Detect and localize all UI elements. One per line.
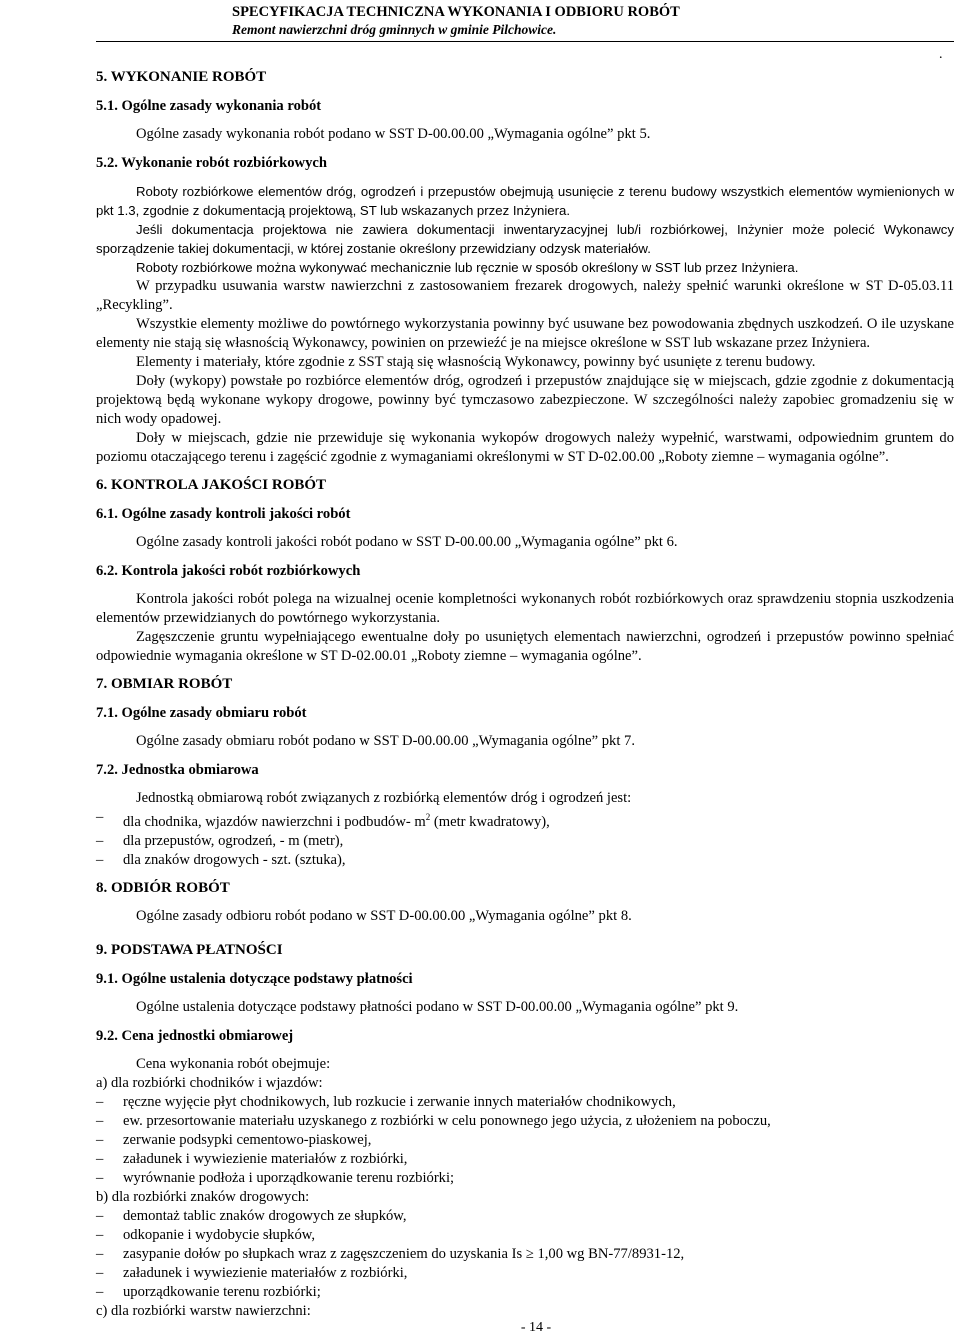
paragraph: Ogólne zasady odbioru robót podano w SST D-00.00.00 „Wymagania ogólne” pkt 8.: [136, 907, 632, 924]
section-7-1-heading: 7.1. Ogólne zasady obmiaru robót: [96, 705, 307, 721]
list-item-text: (metr kwadratowy),: [430, 813, 550, 830]
section-9-1-heading: 9.1. Ogólne ustalenia dotyczące podstawy płatności: [96, 970, 413, 987]
section-5-heading: 5. WYKONANIE ROBÓT: [96, 69, 267, 85]
header-dot: .: [939, 47, 943, 62]
paragraph: Doły w miejscach, gdzie nie przewiduje się wykonania wykopów drogowych należy wypełnić, warstwami, odpowiednim gruntem do poziomu otaczającego terenu i zagęścić zgodnie z wymaganiami określonymi w ST D-02.00.00 „Roboty ziemne – wymagania ogólne”.: [96, 430, 954, 465]
list-item: [96, 808, 954, 832]
document-body: [96, 62, 954, 1321]
section-6-2-heading: 6.2. Kontrola jakości robót rozbiórkowych: [96, 563, 361, 579]
list-item: – ręczne wyjęcie płyt chodnikowych, lub rozkucie i zerwanie innych materiałów chodnikowych,: [96, 1093, 954, 1112]
section-6-1-heading: 6.1. Ogólne zasady kontroli jakości robót: [96, 506, 351, 522]
list-item: – zerwanie podsypki cementowo-piaskowej,: [96, 1131, 954, 1150]
paragraph: Wszystkie elementy możliwe do powtórnego wykorzystania powinny być usuwane bez powodowania zbędnych uszkodzeń. O ile uzyskane elementy nie stają się własnością Wykonawcy, powinien on przewieźć je na miejsce określone w SST lub wskazane przez Inżyniera.: [96, 316, 954, 351]
paragraph: Jeśli dokumentacja projektowa nie zawiera dokumentacji inwentaryzacyjnej lub/i rozbiórkowej, Inżynier może polecić Wykonawcy sporządzenie takiej dokumentacji, w której zostanie określony przewidziany odzysk materiałów.: [96, 222, 954, 256]
page-header: [232, 4, 752, 38]
list-item: – załadunek i wywiezienie materiałów z rozbiórki,: [96, 1264, 954, 1283]
paragraph: Zagęszczenie gruntu wypełniającego ewentualne doły po usuniętych elementach nawierzchni, ogrodzeń i przepustów powinno spełniać odpowiednie wymagania określone w ST D-02.00.01 „Roboty ziemne – wymagania ogólne”.: [96, 629, 954, 664]
section-9-2-heading: 9.2. Cena jednostki obmiarowej: [96, 1027, 294, 1044]
superscript: 2: [425, 812, 431, 822]
section-6-heading: 6. KONTROLA JAKOŚCI ROBÓT: [96, 477, 327, 493]
page-number: - 14 -: [520, 1320, 552, 1335]
list-item: – załadunek i wywiezienie materiałów z rozbiórki,: [96, 1150, 954, 1169]
paragraph: Ogólne zasady kontroli jakości robót podano w SST D-00.00.00 „Wymagania ogólne” pkt 6.: [136, 534, 678, 550]
list-item: – odkopanie i wydobycie słupków,: [96, 1226, 954, 1245]
list-item: – dla znaków drogowych - szt. (sztuka),: [96, 851, 954, 870]
paragraph: Elementy i materiały, które zgodnie z SST stają się własnością Wykonawcy, powinny być usunięte z terenu budowy.: [136, 354, 816, 370]
list-item: – zasypanie dołów po słupkach wraz z zagęszczeniem do uzyskania Is ≥ 1,00 wg BN-77/8931-12,: [96, 1245, 954, 1264]
paragraph: Ogólne zasady wykonania robót podano w SST D-00.00.00 „Wymagania ogólne” pkt 5.: [136, 126, 651, 142]
header-subtitle: Remont nawierzchni dróg gminnych w gminie Pilchowice.: [232, 22, 557, 37]
list-item: – dla przepustów, ogrodzeń, - m (metr),: [96, 832, 954, 851]
paragraph: Doły (wykopy) powstałe po rozbiórce elementów dróg, ogrodzeń i przepustów znajdujące się w miejscach, gdzie zgodnie z dokumentacją projektową będą wykonane wykopy drogowe, powinny być tymczasowo zabezpieczone. W szczególności należy zapobiec gromadzeniu się w nich wody opadowej.: [96, 373, 954, 427]
paragraph: Roboty rozbiórkowe można wykonywać mechanicznie lub ręcznie w sposób określony w SST lub przez Inżyniera.: [136, 260, 799, 275]
list-item: – uporządkowanie terenu rozbiórki;: [96, 1283, 954, 1302]
section-8-heading: 8. ODBIÓR ROBÓT: [96, 879, 230, 896]
section-9-heading: 9. PODSTAWA PŁATNOŚCI: [96, 941, 283, 958]
list-label: c) dla rozbiórki warstw nawierzchni:: [96, 1302, 311, 1319]
header-title: SPECYFIKACJA TECHNICZNA WYKONANIA I ODBIORU ROBÓT: [232, 4, 680, 20]
list-item: – ew. przesortowanie materiału uzyskanego z rozbiórki w celu ponownego jego użycia, z ułożeniem na poboczu,: [96, 1112, 954, 1131]
paragraph: Ogólne ustalenia dotyczące podstawy płatności podano w SST D-00.00.00 „Wymagania ogólne” pkt 9.: [136, 998, 739, 1015]
paragraph: Roboty rozbiórkowe elementów dróg, ogrodzeń i przepustów obejmują usunięcie z terenu budowy wszystkich elementów wymienionych w pkt 1.3, zgodnie z dokumentacją projektową, ST lub wskazanych przez Inżyniera.: [96, 184, 954, 218]
list-label: a) dla rozbiórki chodników i wjazdów:: [96, 1074, 323, 1091]
list-item: – wyrównanie podłoża i uporządkowanie terenu rozbiórki;: [96, 1169, 954, 1188]
paragraph: W przypadku usuwania warstw nawierzchni z zastosowaniem frezarek drogowych, należy spełnić warunki określone w ST D-05.03.11 „Recykling”.: [96, 278, 954, 313]
section-5-2-heading: 5.2. Wykonanie robót rozbiórkowych: [96, 155, 327, 171]
paragraph: Kontrola jakości robót polega na wizualnej ocenie kompletności wykonanych robót rozbiórkowych oraz sprawdzeniu stopnia uszkodzenia elementów przewidzianych do powtórnego wykorzystania.: [96, 591, 954, 626]
list-item-text: dla chodnika, wjazdów nawierzchni i podbudów- m: [123, 813, 426, 830]
list-item: – demontaż tablic znaków drogowych ze słupków,: [96, 1207, 954, 1226]
section-7-2-heading: 7.2. Jednostka obmiarowa: [96, 762, 259, 778]
paragraph: Cena wykonania robót obejmuje:: [136, 1055, 331, 1072]
list-label: b) dla rozbiórki znaków drogowych:: [96, 1188, 310, 1205]
paragraph: Ogólne zasady obmiaru robót podano w SST D-00.00.00 „Wymagania ogólne” pkt 7.: [136, 733, 635, 749]
header-divider: [96, 41, 954, 42]
section-7-heading: 7. OBMIAR ROBÓT: [96, 676, 233, 692]
paragraph: Jednostką obmiarową robót związanych z rozbiórką elementów dróg i ogrodzeń jest:: [136, 790, 632, 806]
section-5-1-heading: 5.1. Ogólne zasady wykonania robót: [96, 98, 322, 114]
